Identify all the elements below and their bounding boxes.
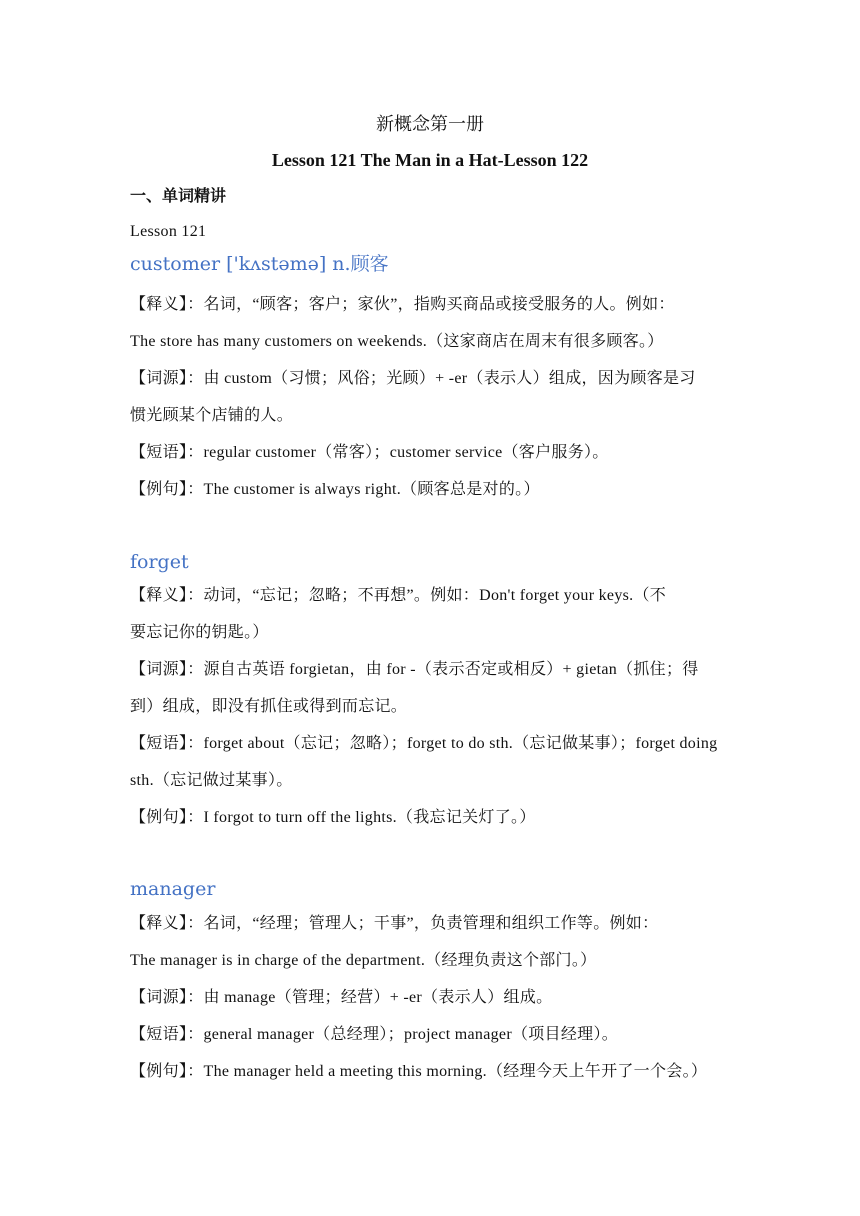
entry-line: 【词源】：由 custom（习惯；风俗；光顾）+ -er（表示人）组成，因为顾客是习 [130, 370, 696, 387]
entry-line: 【短语】：forget about（忘记；忽略）；forget to do sth.（忘记做某事）；forget doing [130, 735, 718, 752]
entry-line: 【短语】：general manager（总经理）；project manager（项目经理）。 [130, 1026, 619, 1043]
entry-line: 【词源】：源自古英语 forgietan，由 for -（表示否定或相反）+ gietan（抓住；得 [130, 661, 699, 678]
entry-line: 【例句】：The manager held a meeting this morning.（经理今天上午开了一个会。） [130, 1063, 708, 1080]
entry-line: 【释义】：动词，“忘记；忽略；不再想”。例如：Don't forget your keys.（不 [130, 587, 667, 604]
entry-line: sth.（忘记做过某事）。 [130, 772, 293, 789]
entry-line: The store has many customers on weekends.（这家商店在周末有很多顾客。） [130, 333, 664, 350]
entry-line: 惯光顾某个店铺的人。 [130, 407, 294, 424]
entry-line: 到）组成，即没有抓住或得到而忘记。 [130, 698, 408, 715]
vocab-word-forget: forget [130, 551, 189, 573]
entry-line: 【例句】：I forgot to turn off the lights.（我忘记关灯了。） [130, 809, 536, 826]
lesson-title: Lesson 121 The Man in a Hat-Lesson 122 [271, 150, 589, 170]
entry-line: 【例句】：The customer is always right.（顾客总是对的。） [130, 481, 540, 498]
entry-line: 【释义】：名词，“顾客；客户；家伙”，指购买商品或接受服务的人。例如： [130, 296, 675, 313]
vocab-word-customer: customer ['kʌstəmə] n.顾客 [130, 253, 389, 275]
lesson-label: Lesson 121 [130, 223, 207, 240]
entry-line: 【释义】：名词，“经理；管理人；干事”，负责管理和组织工作等。例如： [130, 915, 659, 932]
vocab-word-manager: manager [130, 878, 216, 900]
entry-line: 要忘记你的钥匙。） [130, 624, 269, 641]
entry-line: 【词源】：由 manage（管理；经营）+ -er（表示人）组成。 [130, 989, 553, 1006]
document-title: 新概念第一册 [376, 114, 484, 135]
entry-line: The manager is in charge of the department.（经理负责这个部门。） [130, 952, 597, 969]
section-heading: 一、单词精讲 [130, 186, 227, 205]
entry-line: 【短语】：regular customer（常客）；customer service（客户服务）。 [130, 444, 609, 461]
